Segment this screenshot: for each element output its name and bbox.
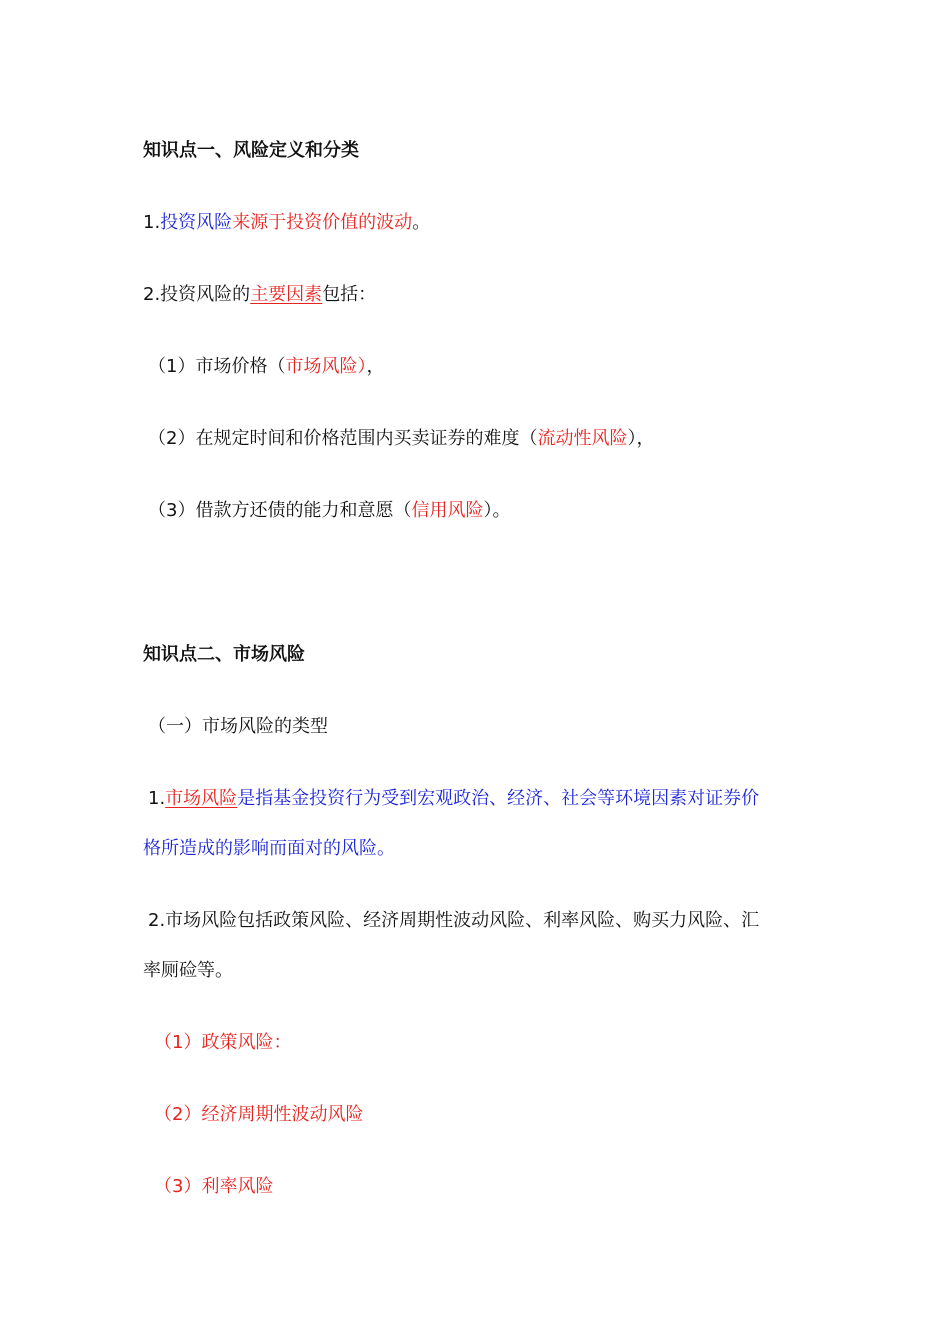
market-risk-list-line-2: 率厕硷等。 [143, 960, 233, 981]
sub-item-text: （1）市场价格（ [148, 356, 286, 377]
key-factors-text: 主要因素 [250, 284, 323, 305]
sub-item-credit [148, 498, 510, 524]
item-prefix: 2.投资风险的 [143, 284, 251, 305]
sub-item-liquidity [148, 426, 654, 452]
item-number: 1. [143, 212, 161, 233]
sub-item-suffix: ）。 [483, 500, 511, 521]
sub-item-text: （3）借款方还债的能力和意愿（ [148, 500, 412, 521]
definition-text: 是指基金投资行为受到宏观政治、经济、社会等环境因素对证券价 [237, 788, 760, 809]
highlight-blue-text: 投资风险 [160, 212, 233, 233]
type-policy-risk: （1）政策风险： [154, 1032, 292, 1053]
market-risk-term: 市场风险 [165, 788, 238, 809]
market-risk-text: 市场风险） [285, 356, 367, 377]
item-suffix: 包括： [322, 284, 377, 305]
highlight-red-text: 来源于投资价值的波动 [232, 212, 413, 233]
item-number: 1. [148, 788, 166, 809]
section-2-subtitle: （一）市场风险的类型 [148, 716, 328, 737]
market-risk-definition-line-2: 格所造成的影响而面对的风险。 [143, 838, 395, 859]
credit-risk-text: 信用风险 [411, 500, 484, 521]
section-1-item-2 [143, 282, 376, 308]
market-risk-list-line-1: 2.市场风险包括政策风险、经济周期性波动风险、利率风险、购买力风险、汇 [148, 910, 760, 931]
section-1-title: 知识点一、风险定义和分类 [143, 140, 359, 161]
type-interest-rate-risk: （3）利率风险 [154, 1176, 274, 1197]
sub-item-suffix: ）， [627, 428, 655, 449]
section-2-title: 知识点二、市场风险 [143, 644, 305, 665]
section-1-item-1 [143, 210, 430, 236]
sub-item-suffix: ， [366, 356, 385, 377]
type-economic-cycle-risk: （2）经济周期性波动风险 [154, 1104, 364, 1125]
liquidity-risk-text: 流动性风险 [537, 428, 628, 449]
sub-item-market-price [148, 354, 384, 380]
sentence-end: 。 [412, 212, 431, 233]
market-risk-definition-line-1 [148, 786, 759, 812]
sub-item-text: （2）在规定时间和价格范围内买卖证券的难度（ [148, 428, 538, 449]
